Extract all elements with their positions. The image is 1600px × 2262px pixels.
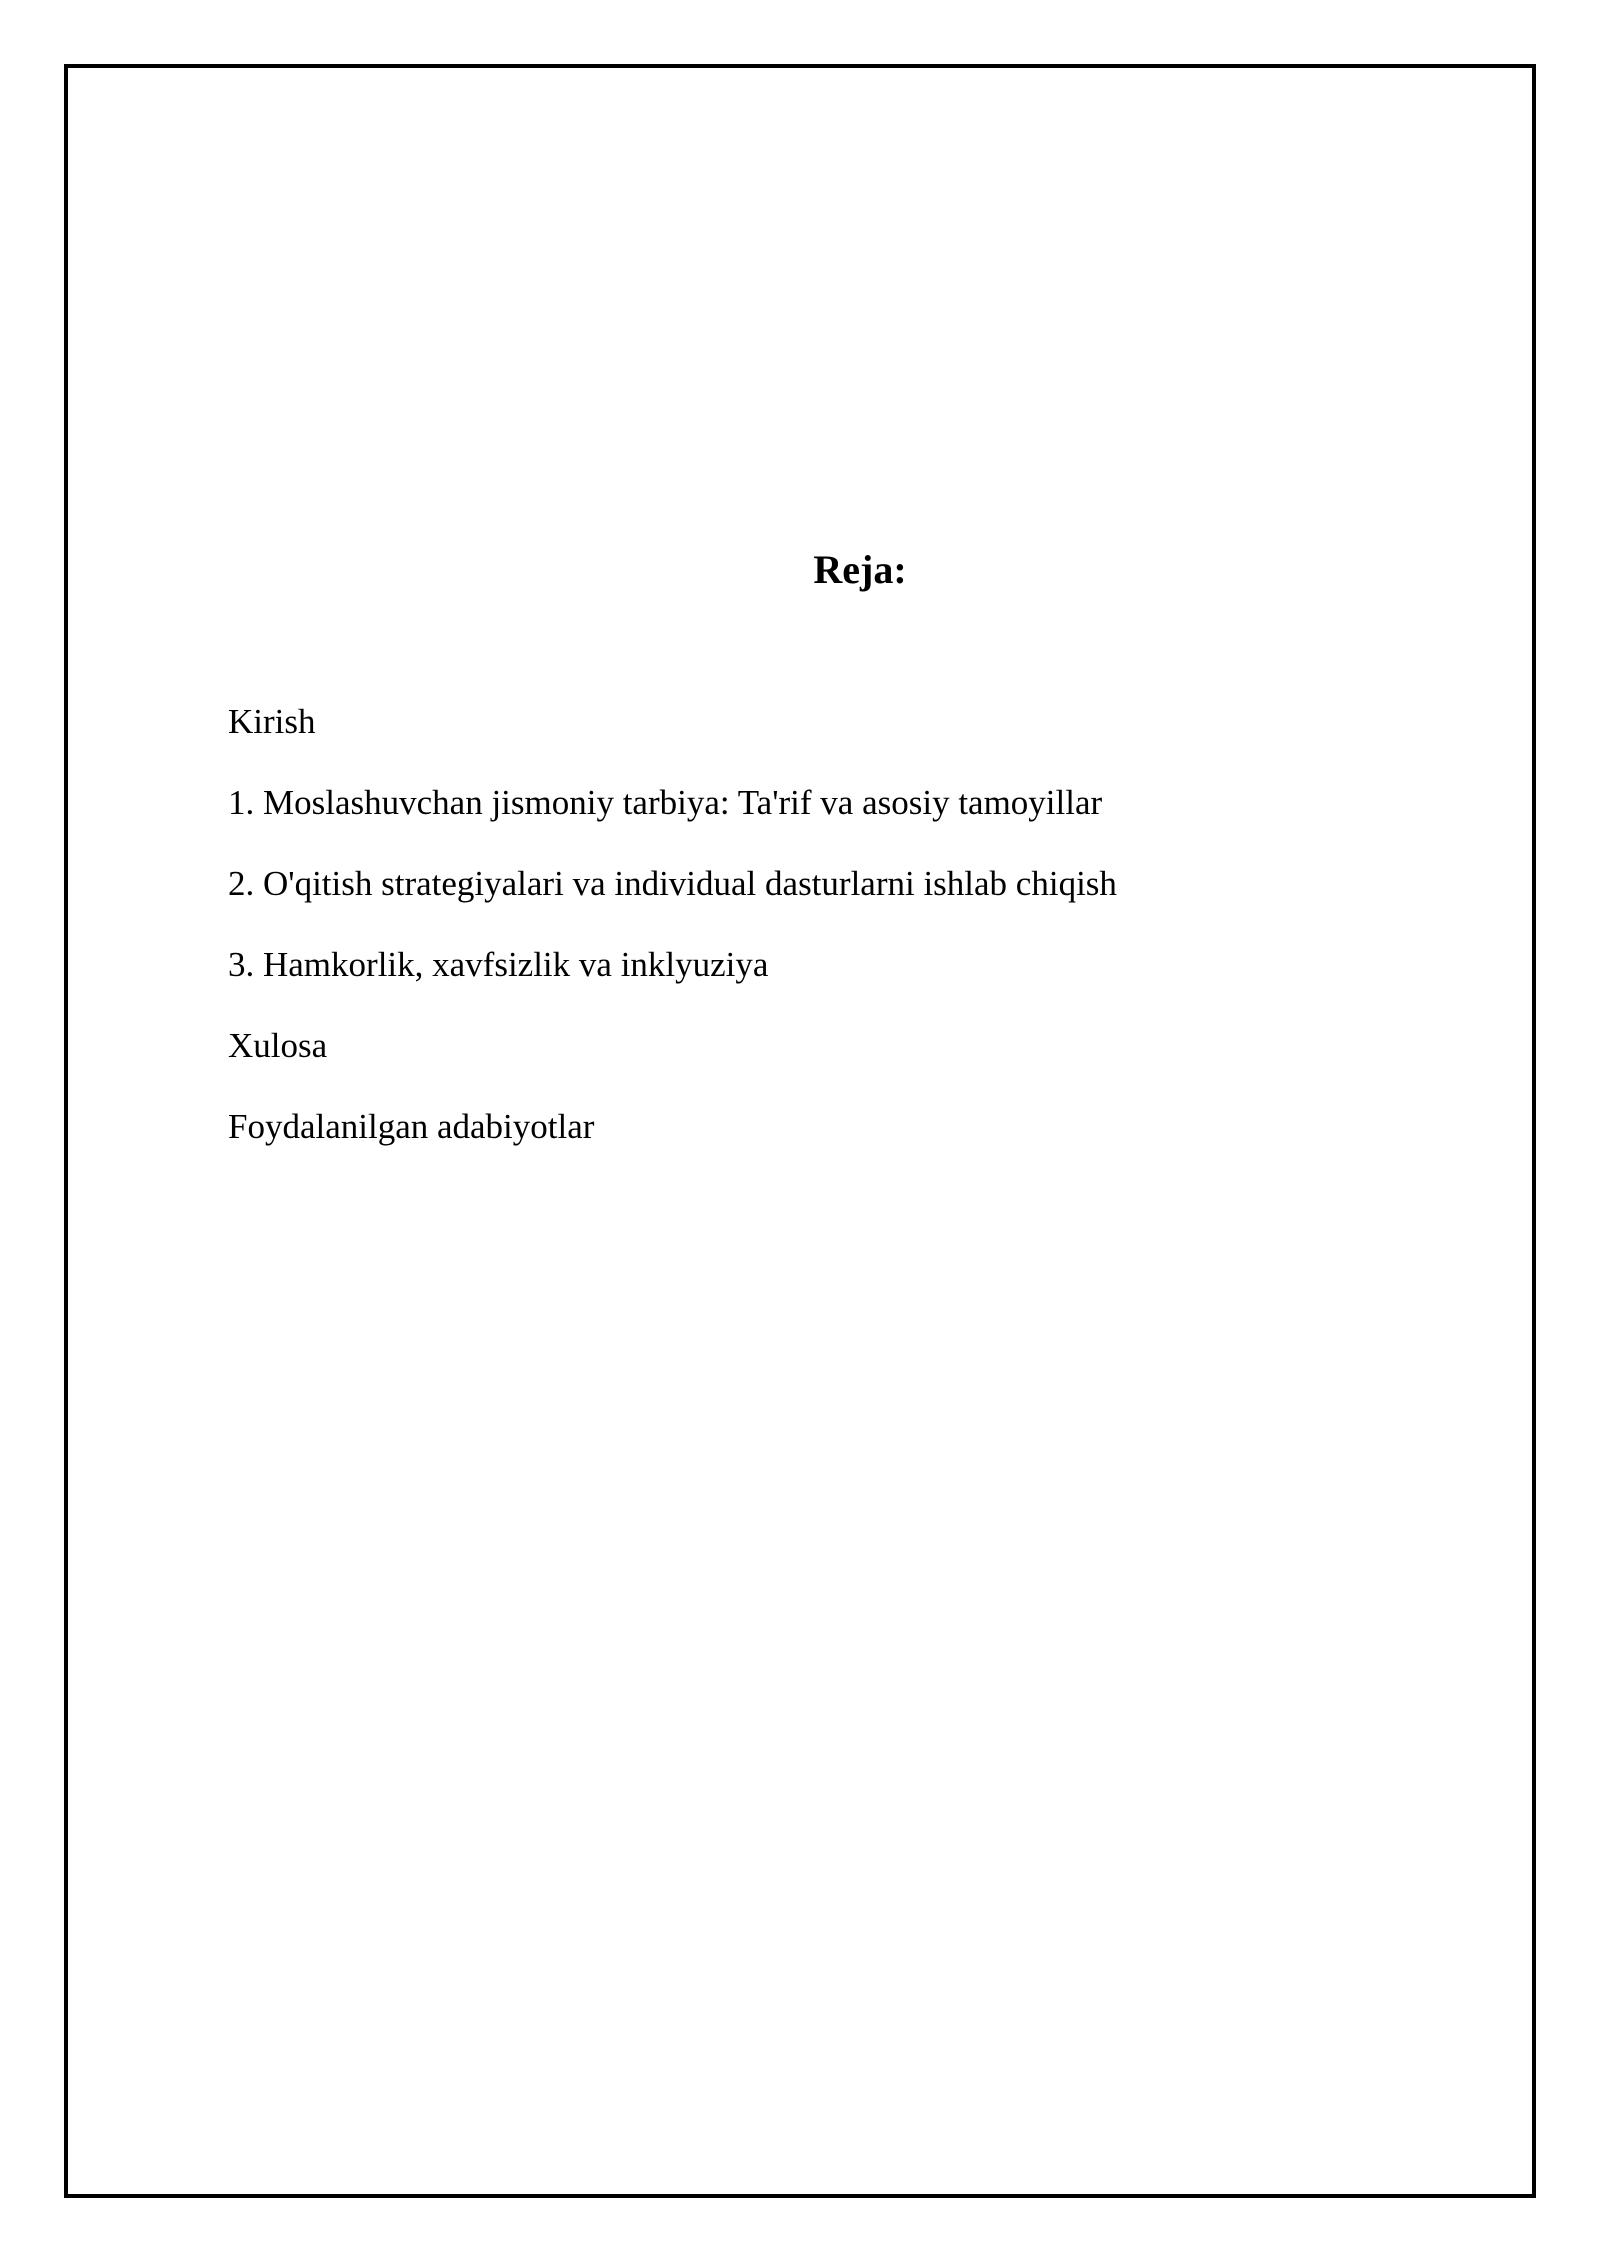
plan-item-conclusion: Xulosa: [228, 1026, 328, 1065]
plan-item-section-3: 3. Hamkorlik, xavfsizlik va inklyuziya: [228, 945, 769, 984]
page-title: Reja:: [813, 547, 907, 592]
plan-list: [228, 700, 1117, 1186]
plan-item-intro: Kirish: [228, 702, 316, 741]
plan-item-references: Foydalanilgan adabiyotlar: [228, 1107, 595, 1146]
plan-item-section-1: 1. Moslashuvchan jismoniy tarbiya: Ta'rif va asosiy tamoyillar: [228, 783, 1103, 822]
plan-item-section-2: 2. O'qitish strategiyalari va individual dasturlarni ishlab chiqish: [228, 864, 1117, 903]
